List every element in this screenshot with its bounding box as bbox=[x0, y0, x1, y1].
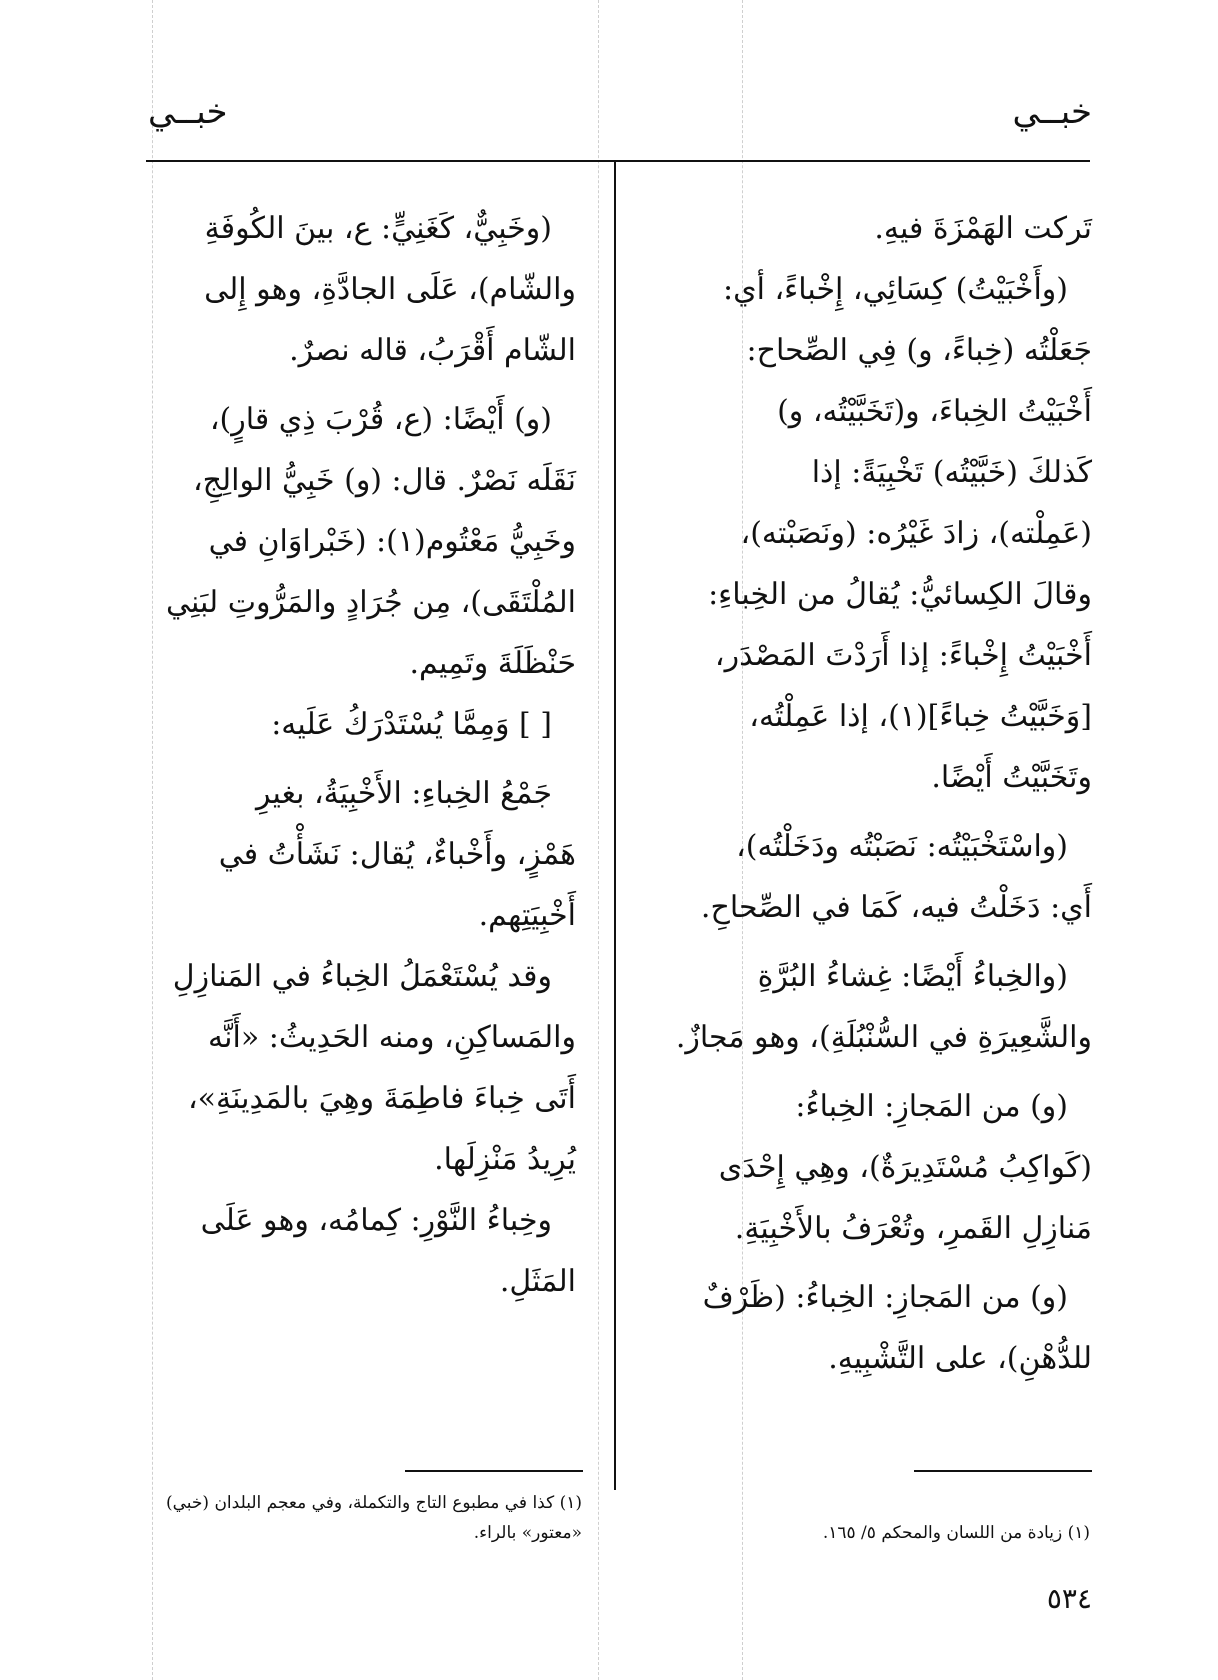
text-line: أَخْبِيَتِهم. bbox=[478, 898, 576, 933]
text-line: (عَمِلْته)، زادَ غَيْرُه: (ونَصَبْته)، bbox=[740, 516, 1092, 551]
text-line: وخَبِيُّ مَعْتُوم(١): (خَبْراوَانِ في bbox=[208, 524, 576, 559]
text-line: وخِباءُ النَّوْرِ: كِمامُه، وهو عَلَى bbox=[200, 1203, 552, 1238]
footnote-right: (١) زيادة من اللسان والمحكم ٥/ ١٦٥. bbox=[822, 1523, 1090, 1543]
text-line: (وأَخْبَيْتُ) كِسَائِي، إِخْباءً، أي: bbox=[723, 272, 1068, 307]
text-line: (و) من المَجازِ: الخِباءُ: bbox=[795, 1089, 1068, 1124]
text-line: (والخِباءُ أَيْضًا: غِشاءُ البُرَّةِ bbox=[757, 959, 1068, 994]
text-line: المَثَلِ. bbox=[499, 1264, 576, 1299]
text-line: للدُّهْنِ)، على التَّشْبِيهِ. bbox=[828, 1341, 1092, 1376]
column-divider bbox=[614, 160, 616, 1490]
text-line: (واسْتَخْبَيْتُه: نَصَبْتُه ودَخَلْتُه)، bbox=[736, 829, 1068, 864]
text-line: حَنْظَلَةَ وتَمِيم. bbox=[409, 646, 576, 681]
footnote-rule-left bbox=[405, 1470, 583, 1472]
running-header-right: خبــي bbox=[1012, 92, 1092, 132]
text-line: (كَواكِبُ مُسْتَدِيرَةٌ)، وهِي إِحْدَى bbox=[718, 1150, 1092, 1185]
text-line: والمَساكِنِ، ومنه الحَدِيثُ: «أَنَّه bbox=[208, 1020, 576, 1055]
text-line: والشَّعِيرَةِ في السُّنْبُلَةِ)، وهو مَجازٌ. bbox=[675, 1020, 1092, 1055]
header-rule bbox=[146, 160, 1090, 162]
text-line: وتَخَبَّيْتُ أَيْضًا. bbox=[931, 760, 1092, 795]
text-line: أَخْبَيْتُ الخِباءَ، و(تَخَبَّيْتُه، و) bbox=[777, 394, 1092, 429]
text-line: وقالَ الكِسائيُّ: يُقالُ من الخِباءِ: bbox=[708, 577, 1092, 612]
text-line: (و) من المَجازِ: الخِباءُ: (ظَرْفٌ bbox=[702, 1280, 1068, 1315]
text-line: يُرِيدُ مَنْزِلَها. bbox=[434, 1142, 576, 1177]
text-line: (وخَبِيٌّ، كَغَنِيٍّ: ع، بينَ الكُوفَةِ bbox=[204, 211, 552, 246]
text-line: كَذلكَ (خَبَّيْتُه) تَخْبِيَةً: إذا bbox=[811, 455, 1092, 490]
text-line: أَخْبَيْتُ إِخْباءً: إذا أَرَدْتَ المَصْدَر، bbox=[714, 638, 1092, 673]
text-line: أَتَى خِباءَ فاطِمَةَ وهِيَ بالمَدِينَةِ»، bbox=[187, 1081, 576, 1116]
text-line: نَقَلَه نَصْرٌ. قال: (و) خَبِيُّ الوالِجِ، bbox=[192, 463, 576, 498]
text-line: تَركت الهَمْزَةَ فيهِ. bbox=[874, 211, 1092, 246]
footnote-rule-right bbox=[914, 1470, 1092, 1472]
right-column bbox=[642, 198, 1092, 1389]
footnote-left: (١) كذا في مطبوع التاج والتكملة، وفي معجم البلدان (خبي) «معتور» بالراء. bbox=[165, 1493, 582, 1543]
running-header-left: خبــي bbox=[148, 92, 228, 132]
text-line: [وَخَبَّيْتُ خِباءً](١)، إذا عَمِلْتُه، bbox=[749, 699, 1092, 734]
text-line: جَعَلْتُه (خِباءً، و) فِي الصِّحاح: bbox=[746, 333, 1092, 368]
text-line: والشّام)، عَلَى الجادَّةِ، وهو إِلى bbox=[204, 272, 576, 307]
text-line: مَنازِلِ القَمرِ، وتُعْرَفُ بالأَخْبِيَةِ. bbox=[734, 1211, 1092, 1246]
left-column bbox=[146, 198, 576, 1312]
text-line: جَمْعُ الخِباءِ: الأَخْبِيَةُ، بغيرِ bbox=[255, 776, 552, 811]
scan-guide-line bbox=[598, 0, 599, 1680]
text-line: أَي: دَخَلْتُ فيه، كَمَا في الصِّحاحِ. bbox=[700, 890, 1092, 925]
page-number: ٥٣٤ bbox=[1046, 1582, 1092, 1615]
text-line: هَمْزٍ، وأَخْباءٌ، يُقال: نَشَأْتُ في bbox=[218, 837, 576, 872]
text-line: المُلْتَقَى)، مِن جُرَادٍ والمَرُّوتِ لبَنِي bbox=[165, 585, 576, 620]
text-line: الشّام أَقْرَبُ، قاله نصرٌ. bbox=[289, 333, 576, 368]
text-line: وقد يُسْتَعْمَلُ الخِباءُ في المَنازِلِ bbox=[172, 959, 552, 994]
text-line: [ ] وَمِمَّا يُسْتَدْرَكُ عَلَيه: bbox=[271, 707, 552, 742]
text-line: (و) أَيْضًا: (ع، قُرْبَ ذِي قارٍ)، bbox=[209, 402, 552, 437]
